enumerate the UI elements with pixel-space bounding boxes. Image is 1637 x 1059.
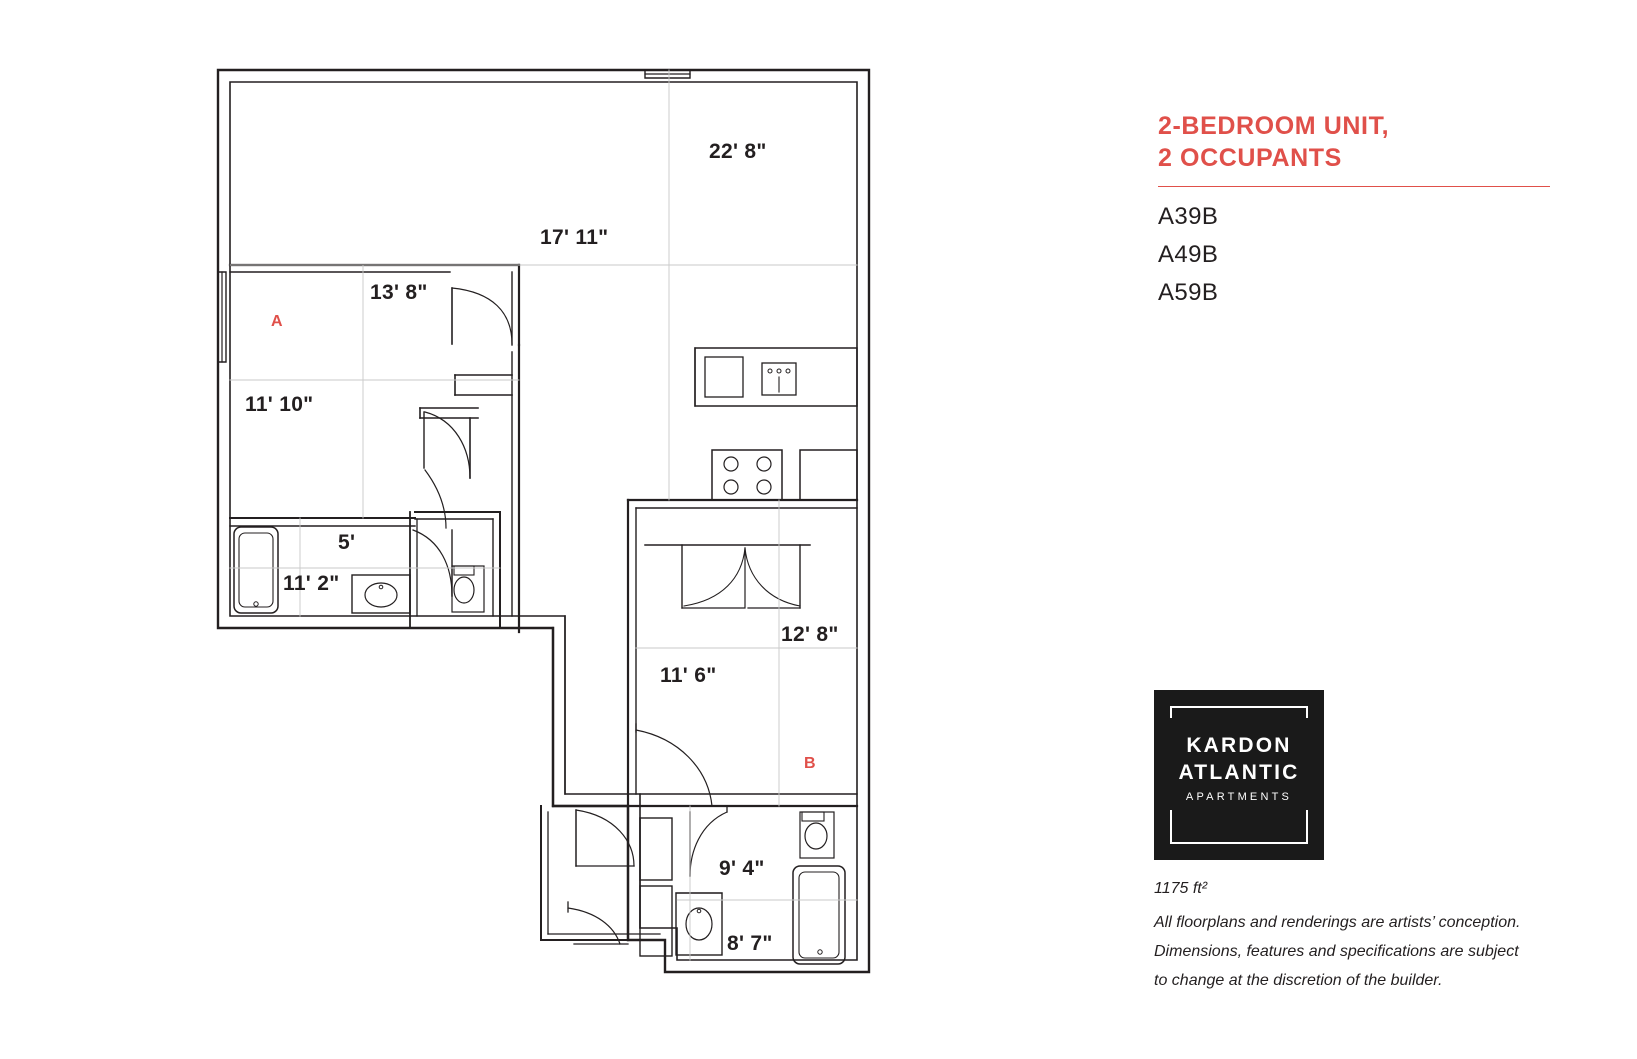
dimension-label: 5': [338, 531, 356, 554]
unit-area: 1175 ft²: [1154, 880, 1208, 897]
logo-text: [1154, 732, 1324, 808]
logo-line-kardon: KARDON: [1186, 734, 1292, 757]
unit-number: A59B: [1158, 279, 1219, 306]
dimension-label: 22' 8": [709, 140, 767, 163]
unit-number: A39B: [1158, 203, 1219, 230]
dimension-label: 11' 10": [245, 393, 314, 416]
dimension-label: 13' 8": [370, 281, 428, 304]
dimension-label: 8' 7": [727, 932, 773, 955]
title-divider: [1158, 186, 1550, 187]
room-tag-b: B: [804, 755, 817, 772]
dimension-label: 9' 4": [719, 857, 765, 880]
kardon-atlantic-logo: [1154, 690, 1324, 860]
unit-title-line2: 2 OCCUPANTS: [1158, 144, 1342, 172]
unit-title: [1158, 110, 1578, 174]
disclaimer-line: All floorplans and renderings are artists’ conception.: [1154, 914, 1521, 931]
logo-line-atlantic: ATLANTIC: [1178, 761, 1300, 784]
dimension-label: 11' 2": [283, 572, 340, 595]
info-panel: [1150, 0, 1610, 1059]
unit-number-list: [1158, 198, 1558, 312]
disclaimer-line: to change at the discretion of the builder.: [1154, 972, 1443, 989]
unit-title-line1: 2-BEDROOM UNIT,: [1158, 112, 1390, 140]
dimension-label: 12' 8": [781, 623, 839, 646]
room-tag-a: A: [271, 313, 284, 330]
disclaimer-line: Dimensions, features and specifications are subject: [1154, 943, 1519, 960]
unit-number: A49B: [1158, 241, 1219, 268]
disclaimer: [1154, 908, 1594, 995]
dimension-label: 11' 6": [660, 664, 717, 687]
dimension-label: 17' 11": [540, 226, 609, 249]
logo-line-apartments: APARTMENTS: [1185, 791, 1293, 803]
